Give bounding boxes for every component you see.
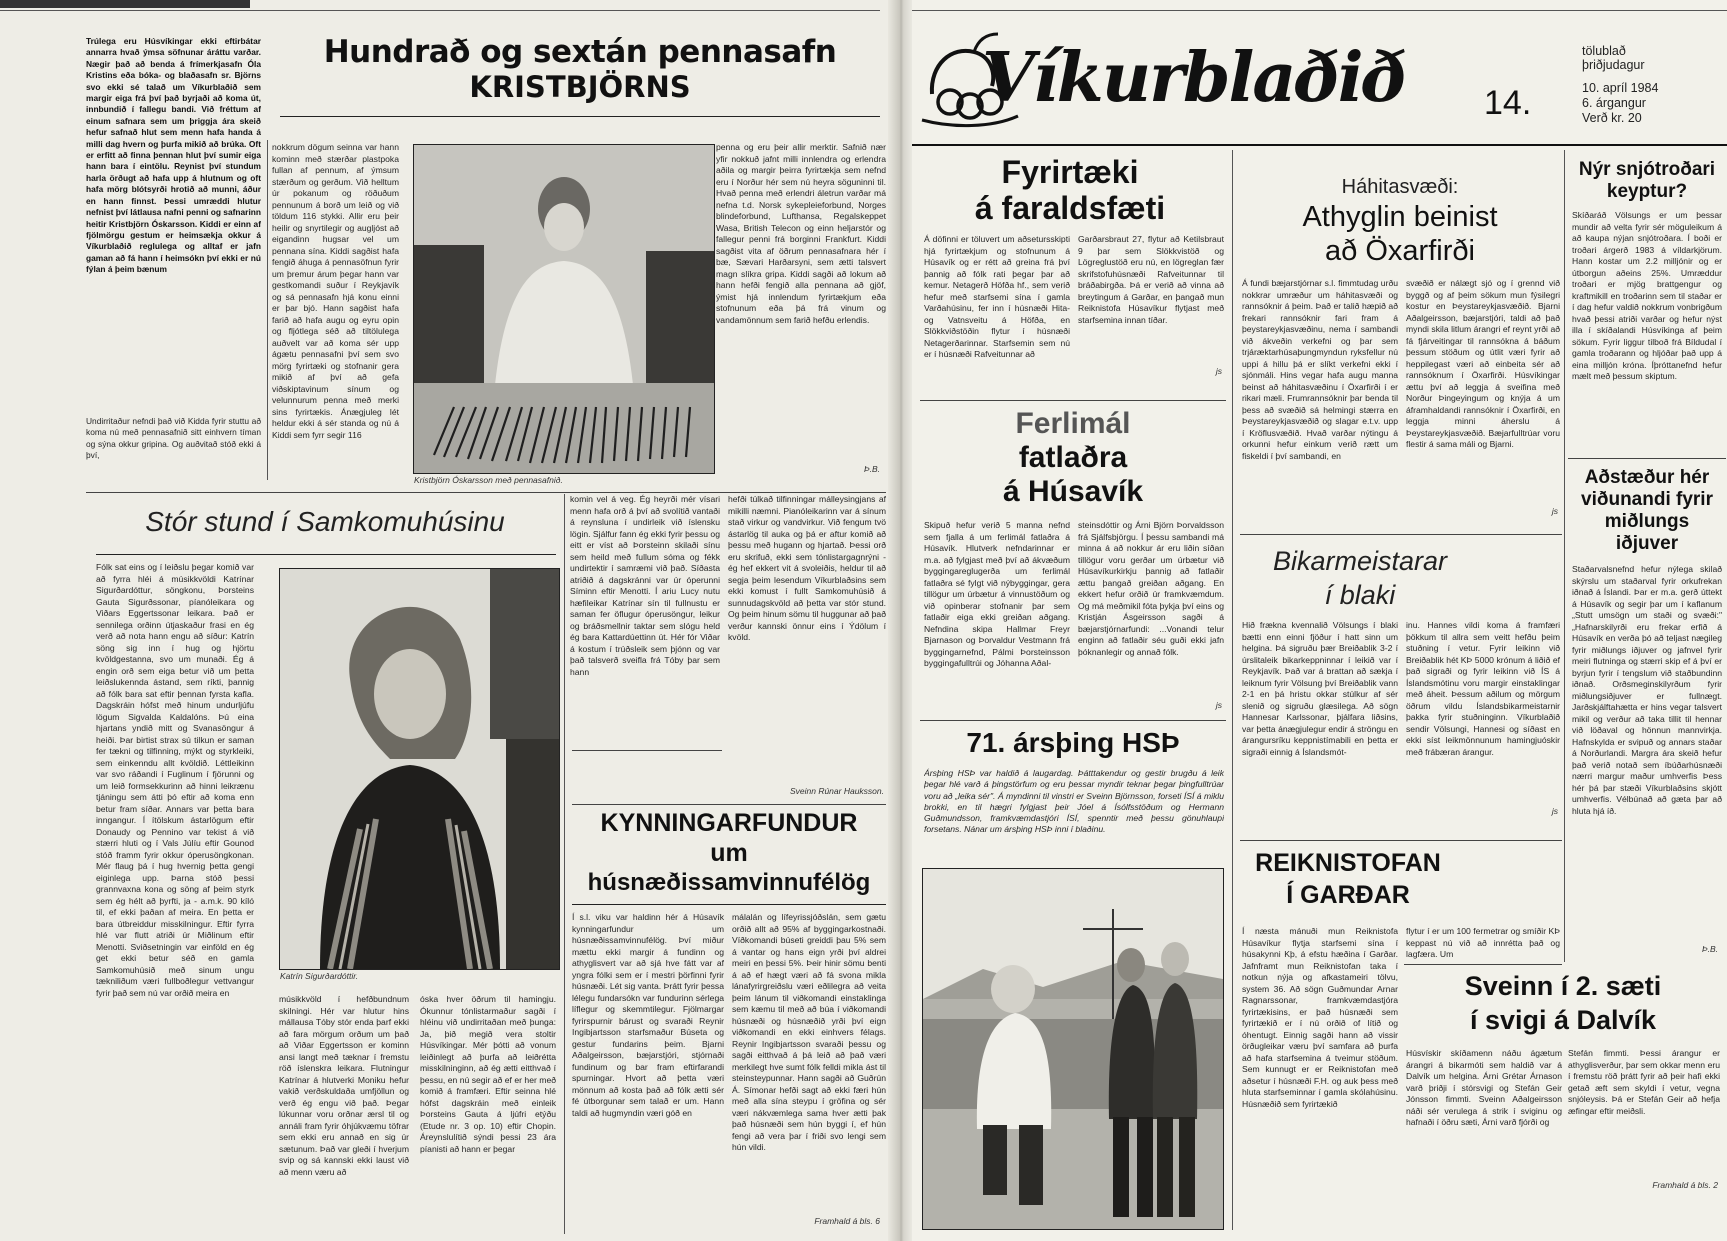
- basketball-col-1: Hið frækna kvennalið Völsungs í blaki bætti enn einni fjöður í hatt sinn um helgina. Þá sigruðu þær Breiðablik 3-2 í úrslitaleik bikarkeppninnar í leikið var í Reykjavík. Það var á brattan að sækja í leiknum fyrir Völsung því Breiðablik vann 2-1 en þá hristu okkar stúlkur af sér slenið og sigruðu glæsilega. Að sögn Hannesar Karlssonar, þjálfara liðsins, var þetta ánægjulegur endir á ströngu en árangursríku keppnistímabili en þetta er sigraði einnig á Íslandsmót-: [1242, 620, 1398, 757]
- dalvik-headline-1: Sveinn í 2. sæti: [1464, 971, 1662, 1001]
- disabled-signature: js: [1215, 700, 1222, 710]
- right-page: [912, 0, 1727, 1241]
- disabled-headline-3: á Húsavík: [1002, 475, 1144, 508]
- housing-top-rule: [572, 750, 722, 751]
- concert-top-rule: [86, 492, 886, 493]
- housing-headline-rule: [572, 904, 886, 905]
- dalvik-col-2: Stefán fimmti. Þessi árangur er athyglisverður, þar sem okkar menn eru í fremstu röð þrátt fyrir að þeir hafi ekki getað æft sem skyldi í vetur, vegna snjóleysis. Þá er Stefán Geir að hefja æfingar eftir meiðsli.: [1568, 1048, 1720, 1116]
- issue-label: tölublað: [1582, 44, 1626, 58]
- concert-col-2: músikkvöld í hefðbundnum skilningi. Hér var hlutur hins mállausa Tóby stór enda þarf ekki að fara mörgum orðum um það að Viðar Eggertsson er kominn ansi langt með tæknar í fremstu röð íslenskra leikara. Flutningur Katrínar á hlutverki Moniku hefur vakið verðskuldaða umfjöllun og verð ég engu við það. Þegar lúkunnar voru orðnar ærsl til og annáli fram fyrir óhjúkvæmu töfrar sem ekki eru annað en sig úr sætunum. Það var gleði í hverjum svip og sá kannski ekki laust við að menn væru að: [279, 994, 409, 1177]
- housing-col-2: málalán og lífeyrissjóðslán, sem gætu orðið allt að 95% af byggingarkostnaði. Víðkomandi búseti greiddi þau 5% sem á vantar og hans eign yrði því aldrei meiri en þessi 5%. Þeir hinir sömu benti á að ef hægt væri að fá svona mikla lánafyrirgreiðslu væri eðlilegra að veita þeim lánum til viðkomandi einstaklinga sem kæmu til með að búa í viðkomandi húsnæði og húsnæðið yrði því eign viðkomandi en ekki einhvers félags. Reynir Ingibjartsson svaraði þessu og sagði eitthvað á þá leið að það væri merkilegt hve sumt fólk felldi mikla ást til steinsteypunnar. Hann sagði að Guðrún Á. Símonar hefði sagt að ekki færi hún með alla sína steypu í gröfina og sér væri nákvæmlega sama hver ætti þak það húsnæði sem hún byggi í, ef hún fengi að vera þar í friði svo lengi sem hún vildi.: [732, 912, 886, 1152]
- basketball-headline-1: Bikarmeistarar: [1272, 546, 1448, 576]
- page-gutter: [888, 0, 914, 1241]
- ski-headline-3: miðlungs: [1604, 511, 1690, 532]
- dalvik-signature: Framhald á bls. 2: [1652, 1180, 1718, 1190]
- disabled-col-1: Skipuð hefur verið 5 manna nefnd sem fjalla á um ferlimál fatlaðra á Húsavík. Hlutverk nefndarinnar er m.a. að fylgjast með því að ákvæðum byggingareglugerða um ferlimál fatlaðra sé fylgt við nýbyggingar, gera tillögur um úrbætur á vinnustöðum og við opinberar stofnanir þar sem fatlaðir eiga ekki greiðan aðgang. Nefndina skipa Hallmar Freyr Bjarnason og Þorvaldur Vestmann frá byggingarnefnd, Pálmi Þorsteinsson byggingafulltrúi og Jóhanna Aðal-: [924, 520, 1070, 668]
- housing-headline-3: húsnæðissamvinnufélög: [587, 869, 871, 896]
- hsth-headline: 71. ársþing HSÞ: [966, 727, 1180, 758]
- travel-headline-1: Fyrirtæki: [1001, 154, 1139, 190]
- snow-col-1: Skíðaráð Völsungs er um þessar mundir að velta fyrir sér möguleikum á að kaupa nýjan snjótroðara. Í boði er troðari árgerð 1983 á víldarkjörum. Hann kostar um 2.2 milljónir og er útborgun aðeins 25%. Umræddur troðari er mjög brattgengur og kraftmikill en troðarinn sem til staðar er í dag hefur valdið nokkrum vonbrigðum hvað þessi atriði varðar og hefur nýst illa í skíðalandi Húsvíkinga af þeim sökum. Fyrir liggur tilboð frá Bíldudal í gamla troðarann og hljóðar það upp á eina milljón króna. Íþróttanefnd hefur mælt með þessum skiptum.: [1572, 210, 1722, 381]
- oxarfjordur-col-2: svæðið er nálægt sjó og í grennd við byggð og af þeim sökum mun fýsilegri kostur en Þeystareykjasvæðið. Bjarni Aðalgeirsson, bæjarstjóri, taldi að það myndi skila litlum árangri ef reynt yrði að fá fjárveitingar til rannsókna á báðum þessum stöðum og útlit væri fyrir að heppilegast væri að einbeita sér að rannsóknum í Öxarfirði. Húsvíkingar ættu því að leggja á sveifina með Norður Þingeyingum og knýja á um áframhaldandi rannsóknir í Öxarfirði, en leggja minni áherslu á Þeystareykjasvæðið. Bæjarfulltrúar voru flestir á sama máli og Bjarni.: [1406, 278, 1560, 449]
- hsth-photo: [922, 868, 1224, 1230]
- basketball-headline-2: í blaki: [1324, 580, 1396, 610]
- concert-col-0-top: komin vel á veg. Ég heyrði mér vísari menn hafa orð á því að svolítið vantaði á reynsluna í undirleik við íslensku lögin. Sjálfur fann ég ekki fyrir þessu og eitt er víst að Þorsteinn skilaði sínu sem heild með fullum sóma og fékk undirtektir í samræmi við það. Síðasta atriðið á dagskránni var úr óperunni Síminn eftir Menotti. Í ariu Lucy nutu hæfileikar Katrínar sín til fullnustu er saman fer öflugur óperusöngur, leikur og bráðsmellnir taktar sem slógu held ég bara Kattardúettinn út. Hér fór Viðar á kostum í trúðsleik sem þjónn og var það talsverð sveifla frá Tóby þar sem hann: [570, 494, 720, 677]
- snow-rule: [1568, 458, 1726, 459]
- top-strip: [0, 0, 250, 8]
- right-top-rule: [912, 10, 1727, 11]
- right-col-divider-1: [1232, 150, 1233, 1230]
- oxarfjordur-headline-2: að Öxarfirði: [1325, 235, 1475, 267]
- concert-col-3: óska hver öðrum til hamingju. Ókunnur tónlistarmaður sagði í hléinu við undirritaðan með þunga: Ja, þið megið vera stoltir Húsvíkingar. Mér þótti að vonum leiðinlegt að þurfa að leiðrétta misskilninginn, að ég ætti eitthvað í þessu, en nú segir að ef er her með komið á framfæri. Eftir seinna hlé hófst dagskráin með einleik Þorsteins Gauta á ljúfri etýðu (Etude nr. 3 op. 10) eftir Chopin. Áreynslulítið sýndi þessi 23 ára píanisti að hann er þegar: [420, 994, 556, 1154]
- pens-photo-image: [414, 145, 714, 473]
- reiknistofa-col-2: flytur í er um 100 fermetrar og smíðir KÞ keppast nú við að innrétta það og lagfæra. Um: [1406, 926, 1560, 959]
- basketball-signature: js: [1551, 806, 1558, 816]
- concert-signature: Sveinn Rúnar Hauksson.: [789, 786, 884, 796]
- dalvik-col-1: Húsvískir skíðamenn náðu ágætum árangri á bikarmóti sem haldið var á Dalvík um helgina. Árni Grétar Árnason varð þriðji í stórsvigi og Stefán Geir Jónsson fimmti. Sveinn Aðalgeirsson náði sér verulega á strik í sviginu og hafnaði í öðru sæti, Árni varð fjórði og: [1406, 1048, 1562, 1127]
- reiknistofa-headline-1: REIKNISTOFAN: [1255, 849, 1441, 877]
- basketball-rule: [1240, 840, 1562, 841]
- pens-signature: Þ.B.: [863, 464, 880, 474]
- reiknistofa-col-1: Í næsta mánuði mun Reiknistofa Húsavíkur flytja starfsemi sína í húsakynni Kþ, á efstu hæðina í Garðar. Jafnframt mun Reiknistofan taka í notkun nýja og afkastameiri tölvu, system 36. Að sögn Guðmundar Arnar Ragnarssonar, framkvæmdastjóra fyrirtækisins, er það húsnæði sem fyrirtækið er í nú orðið of lítið og óhentugt. Einnig sagði hann að vissir örðugleikar væru því samfara að þurfa að hafa starfsemina á tveimur stöðum. Sem kunnugt er er Reiknistofan með aðsetur í húsnæði F.H. og auk þess með hluta starfseminnar í gamla skólahúsinu. Húsnæðið sem fyrirtækið: [1242, 926, 1398, 1109]
- housing-signature: Framhald á bls. 6: [814, 1216, 880, 1226]
- disabled-col-2: steinsdóttir og Árni Björn Þorvaldsson frá Sjálfsbjörgu. Í þessu sambandi má minna á að nokkur ár eru liðin síðan tillögur voru gerðar um úrbætur við Húsavíkurkirkju þannig að fatlaðir ættu þangað greiðan aðgang. En ekkert hefur orðið úr framkvæmdum. Og má meðmikil fóta þykja því eins og Kristján Ásgeirsson sagði á bæjarstjórnarfundi: ...Vonandi telur enginn að fatlaðir séu guði ekki jafn þóknanlegir og annað fólk.: [1078, 520, 1224, 657]
- travel-headline-2: á faraldsfæti: [974, 190, 1166, 226]
- hsth-caption: Ársþing HSÞ var haldið á laugardag. Þátttakendur og gestir brugðu á leik þegar hlé varð á þingstörfum og eru þessar myndir teknar þegar þingfulltrúar voru að „leika sér". Á myndinni til vinstri er Sveinn Björnsson, forseti ÍSÍ á miklu brokki, en til hægri fylgjast þeir Jóel á Ísólfsstöðum og Hermann Guðmundsson, framkvæmdastjóri ÍSÍ, spenntir með þessu gönuhlaupi forsetans. Nánar um ársþing HSÞ inni í blaðinu.: [924, 768, 1224, 835]
- concert-headline-rule: [96, 554, 556, 555]
- oxarfjordur-headline-1: Athyglin beinist: [1302, 201, 1498, 233]
- pens-intro-text: Trúlega eru Húsvíkingar ekki eftirbátar annarra hvað ýmsa söfnunar áráttu varðar. Nægir það að benda á frímerkjasafn Óla Kristins eða bóka- og blaðasafn sr. Björns svo ekki sé talað um Víkurblaðið sem margir eiga frá því það byrjaði að koma út, innbundið í fallegu bandi. Við fréttum af einum safnara sem um þriggja ára skeið hefur safnað hlut sem menn hafa handa á milli dag hvern og þurfa mikið að brúka. Oft er erfitt að finna þennan hlut því sumir eiga hann bara í eintölu. Reynist því stundum harla örðugt að hafa upp á hlutnum og oft hafa mörg blótsyrði hrotið að munni, áður en hann finnst. Þessi umræddi hlutur nefnist því látlausa nafni penni og safnarinn heitir Kristbjörn Óskarsson. Kiddi er einn af fjölmörgu gestum er heimsækja okkur á Víkurblaðið reglulega og alltaf er jafn gaman að fá hann í heimsókn því ekki er nú fýlan á þeim bænum: [86, 36, 261, 275]
- oxarfjordur-kicker: Háhitasvæði:: [1341, 176, 1459, 198]
- hsth-photo-image: [923, 869, 1223, 1229]
- pens-photo-caption: Kristbjörn Óskarsson með pennasafnið.: [414, 475, 563, 485]
- concert-col-1: Fólk sat eins og í leiðslu þegar komið var að fyrra hléi á músikkvöldi Katrínar Sigurðardóttur, söngkonu, Þorsteins Gauta Sigurðssonar, píanóleikara og Viðars Eggertssonar leikara. Það er sennilega orðinn útjaskaður frasi en ég verð að nota hann engu að síður: Katrín söng sig inn í hug og hjörtu kvöldgestanna, svo um munaði. Ég á engin orð sem eiga betur við um þetta leiðslukennda ástand, sem ríkti, þannig að fólk bara sat eftir þennan fyrsta kafla. Dagskráin hófst með hinum undurljúfu lögum Sigvalda Kaldalóns. Þú eina hjartans yndið mitt og Svanasöngur á heiði. Þar birtist strax sú tilkun er saman fer tækni og tilfinning, mýkt og styrkleiki, sem einkenndu allt kvöldið. Léttleikinn var svo ráðandi í Fuglinum í fjörunni og um leið formsekkurinn að hinni leikrænu tjáningu sem átti þó eftir að koma enn betur fram síðar. Annars var þetta bara inngangur. Í ítölskum ástarlögum eftir Donaudy og Pennino var tekist á við stærri hluti og í Vals Júlíu eftir Gounod stóð framm fyrir okkur óperusöngkonan. Mér flaug þá í hug hvernig þetta gengi eiginlega upp. Þarna stóð þessi grannvaxna kona og söng af þeim styrk sem ég hélt að þyrfti, ja - a.m.k. 90 kíló til, ef ekki þaðan af meira. En þetta er bara útbreiddur misskilningur. Eftir fyrra hlé var flutt atriði úr Miðlinum eftir Menotti. Sviðsetningin var einföld en ég get ekki betur séð en gamla Samkomuhúsið með sinum ungu tækniliðum væri fullboðlegur vettvangur fyrir það sem nú var orðið meira en: [96, 562, 254, 998]
- masthead-rule: [912, 144, 1727, 146]
- issue-volume: 6. árgangur: [1582, 96, 1646, 110]
- masthead-title: Víkurblaðið: [982, 38, 1405, 118]
- left-col-divider-2: [564, 494, 565, 1234]
- pens-photo: [413, 144, 715, 474]
- ski-headline-4: iðjuver: [1615, 533, 1679, 554]
- concert-col-4: hefði túlkað tilfinningar málleysingjans af mikilli næmni. Pianóleikarinn var á sínum stað virkur og vandvirkur. Við fengum tvö ástarlög til auka og þá er aftur komið að þessu með hugann og hjartað. Þessi orð eru skrifuð, ekki sem tónlistargagnrýni - ég hef ekkert vit á svoleiðis, heldur til að segja þeim lesendum Víkurblaðsins sem ekki komust í fullt Samkomuhúsið á sunnudagskvöld að þetta var stór stund. Og þeim hinum sömu til huggunar að það verður kannski önnur eins í Ýdölum í kvöld.: [728, 494, 886, 642]
- oxarfjordur-col-1: Á fundi bæjarstjórnar s.l. fimmtudag urðu nokkrar umræður um háhitasvæði og rannsóknir á þeim. Það er talið hæpið að frekari rannsóknir fari fram á þeystareykjasvæðinu, nema í sambandi við ákveðin verkefni og þar sem trjáræktarhúsaþungmyndun ryksfellur nú uppi á hillu þá er slíkt verkefni ekki í sjónmáli. Hins vegar hafa augu manna beinst að háhitasvæðinu í Öxarfirði í er rikari mæli. Frumrannsóknir þar benda til þess að svæðið sá helmingi stærra en Þeystareykjasvæðið og slagar e.t.v. upp í Kröflusvæðið. Hvað varðar nýtingu á orkunni hefur einkum verið rætt um fiskeldi í því sambandi, en: [1242, 278, 1398, 461]
- housing-headline-1: KYNNINGARFUNDUR: [600, 809, 858, 837]
- disabled-rule: [920, 720, 1226, 721]
- housing-headline-2: um: [710, 839, 748, 867]
- housing-col-1: Í s.l. viku var haldinn hér á Húsavík kynningarfundur um húsnæðissamvinnufélög. Því miður mættu ekki margir á fundinn og athyglisvert var að sjá hve fátt var af yngra fólki sem er í mestri þörfinni fyrir húsnæði. Lét sig vanta. Þrátt fyrir þessa lélegu fundarsókn var fundurinn sérlega líflegur og skemmtilegur. Fjölmargar fyrirspurnir bárust og svaraði Reynir Ingibjartsson starfsmaður Búseta og gestur fundarins þeim. Bjarni Aðalgeirsson, bæjarstjóri, stjórnaði fundinum og bar fram eftirfarandi spurningar. Hvort að þetta væri mönnum að kosta það að fólk ætti sér fé útborgunar sem talað er um. Hann taldi að hugmyndin væri góð en: [572, 912, 724, 1118]
- disabled-headline-1: Ferlimál: [1015, 407, 1131, 440]
- travel-col-1: Á döfinni er töluvert um aðsetursskipti hjá fyrirtækjum og stofnunum á Húsavík og er rétt að greina frá því þannig að fólk rati þegar þar að kemur. Netagerð Höfða hf., sem verið hefur með starfsemi sína í gamla Varðahúsinu, fer inn í húsnæði Hita- og Vatnsveitu á Höfða, en Slökkviðstöðin flytur í húsnæði Netagerðarinnar. Starfsemin sem nú er í húsnæði Rafveitunnar að: [924, 234, 1070, 359]
- pens-intro-text-2: Undirritaður nefndi það við Kidda fyrir stuttu að koma nú með pennasafnið sitt einhvern tíman og sýna okkur gripina. Og auðvitað stóð ekki á því,: [86, 416, 261, 461]
- pens-col-1: nokkrum dögum seinna var hann kominn með stærðar plastpoka fullan af pennum, af ýmsum stærðum og gerðum. Við helltum úr pokanum og röðuðum pennunum á borð um leið og við töldum 116 stykki. Allir eru þeir heilir og snyrtilegir og augljóst að eigandinn hugsar vel um pennana sína. Kiddi sagðist hafa fengið áhuga á pennasöfnun fyrir um þremur árum þegar hann var gestkomandi suður í Reykjavík og sá pennasafn hjá konu einni er þar bjó. Hann sagðist hafa farið að hafa augu og eyru opin og fljótlega séð að tiltölulega auðvelt var að koma sér upp ágætu pennasafni því sem svo mörg fyrirtæki og stofnanir gera mikið af því að gefa viðskiptavinum sínum og velunnurum penna með merki sins fyrirtækis. Ánægjuleg lét heldur ekki á sér standa og nú á Kiddi sem fyrr segir 116: [272, 142, 399, 440]
- reiknistofa-headline-2: Í GARÐAR: [1286, 881, 1410, 909]
- basketball-col-2: inu. Hannes vildi koma á framfæri þökkum til allra sem veitt hefðu þeim stuðning í vetur. Fyrir leikinn við Breiðablik hét KÞ 5000 krónum á liðið ef það sigraði og fyrir leikinn við ÍS á Íslandsmótinu voru margir einstaklingar með áheit. Þessum aðilum og mörgum öðrum vildu Íslandsbikarmeistarnir þakka fyrir stuðninginn. Víkurblaðið sendir Völsungi, Hannesi og síðast en ekki síst leikmönnunum hamingjuóskir með frábæran árangur.: [1406, 620, 1560, 757]
- concert-photo: [279, 568, 560, 970]
- issue-weekday: þriðjudagur: [1582, 58, 1645, 72]
- oxarfjordur-rule: [1240, 534, 1562, 535]
- concert-photo-caption: Katrín Sigurðardóttir.: [280, 971, 359, 981]
- snow-headline-2: keyptur?: [1606, 181, 1688, 202]
- dalvik-headline-2: í svigi á Dalvík: [1469, 1005, 1657, 1035]
- travel-rule: [920, 400, 1226, 401]
- pens-headline-rule: [280, 116, 880, 117]
- ski-col-1: Staðarvalsnefnd hefur nýlega skilað skýrslu um staðarval fyrir orkufrekan iðnað á Íslandi. Þar er m.a. gerð úttekt á Húsavík og segir þar um í kaflanum „Stutt umsögn um staði og svæði:" „Hafnarskilyrði eru frekar erfið á Húsavík en verða þó að teljast nægileg fyrir miðlungs iðjuver og jafnvel fyrir meiri flutninga og stærri skip ef á því er byrjun fyrir í tengslum við staðbundinn iðnað. Orðsmeginskilyrðum fyrir miðlungsiðjuver er fullnægt. Jarðskjálftahætta er hins vegar talsvert mikil og verður að taka tillit til hennar við löðaval og hönnun mannvirkja. Hafnskylda er svipuð og annars staðar á Norðurlandi. Margra ára skeið hefur það verið notað sem íbúðarhúsnæði nærri margur maður umhverfis Þess hér þá þar stæði Víkurblaðsins skjótt umhverfis. Vélbúnað að gæta þar að hluta hjá íð.: [1572, 564, 1722, 816]
- reiknistofa-rule: [1404, 964, 1562, 965]
- ski-signature: Þ.B.: [1701, 944, 1718, 954]
- left-col-divider-1: [267, 140, 268, 480]
- pens-headline-2: KRISTBJÖRNS: [469, 70, 691, 104]
- issue-price: Verð kr. 20: [1582, 111, 1642, 125]
- pens-col-2: penna og eru þeir allir merktir. Safnið nær yfir nokkuð jafnt milli innlendra og erlendra aðila og margir þeirra fyrirtækja sem nefnd eru í Norður hér sem nú heyra söguninni til. Hvað penna með erlendri áletrun varðar má nefna t.d. Norsk sykepleieforbund, Norges blindeforbund, Lufthansa, Regalskeppet Wasa, British Telecon og einn heljarstór og fallegur penni frá borginni Frankfurt. Kiddi sagðist vita af öðrum pennasafnara hér í bæ, Sævari Harðarsyni, sem ætti talsvert magn slíkra gripa. Kiddi sagði að lokum að hann hefði fengið alla pennana að gjöf, ýmist hjá innlendum fyrirtækjum eða stofnunum eða þá frá vinum og vandamönnum sem farið hefðu erlendis.: [716, 142, 886, 325]
- housing-box-rule: [572, 804, 886, 805]
- concert-photo-image: [280, 569, 559, 969]
- top-rule: [0, 10, 880, 11]
- issue-number: 14.: [1484, 84, 1532, 122]
- travel-col-2: Garðarsbraut 27, flytur að Ketilsbraut 9 þar sem Slökkvistöð og Lögreglustöð eru nú, en lögreglan fær skrifstofuhúsnæði Rafveitunnar til bráðabirgða. Þá er verið að vinna að breytingum á Garðar, en þangað mun Reiknistofa Húsavíkur flytjast með starfsemina innan tíðar.: [1078, 234, 1224, 325]
- issue-date: 10. apríl 1984: [1582, 81, 1659, 95]
- travel-signature: js: [1215, 366, 1222, 376]
- ski-headline-1: Aðstæður hér: [1584, 467, 1710, 488]
- disabled-headline-2: fatlaðra: [1018, 441, 1128, 474]
- pens-headline-1: Hundrað og sextán pennasafn: [323, 34, 837, 70]
- ski-headline-2: viðunandi fyrir: [1581, 489, 1713, 510]
- snow-headline-1: Nýr snjótroðari: [1578, 159, 1716, 180]
- oxarfjordur-signature: js: [1551, 506, 1558, 516]
- right-col-divider-2: [1564, 150, 1565, 962]
- concert-headline: Stór stund í Samkomuhúsinu: [145, 506, 505, 537]
